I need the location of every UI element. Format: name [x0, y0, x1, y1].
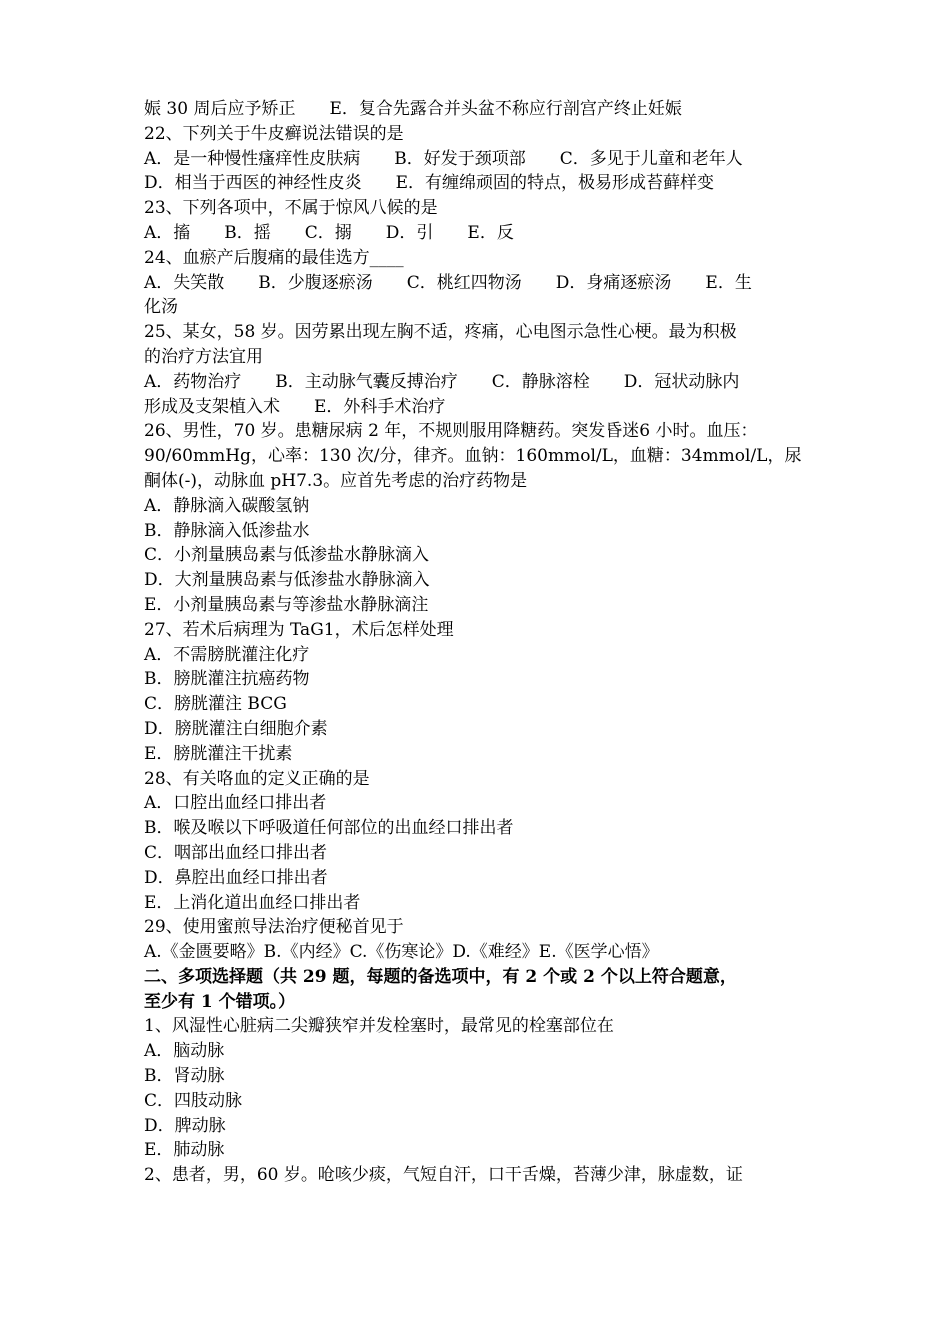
- question-m2: 2、患者，男，60 岁。呛咳少痰，气短自汗，口干舌燥，苔薄少津，脉虚数，证: [144, 1165, 743, 1186]
- option-28-a: A．口腔出血经口排出者: [144, 793, 327, 814]
- option-27-a: A．不需膀胱灌注化疗: [144, 644, 310, 665]
- options-22-d-e: D．相当于西医的神经性皮炎 E．有缠绵顽固的特点，极易形成苔藓样变: [144, 173, 715, 194]
- option-28-c: C．咽部出血经口排出者: [144, 842, 328, 863]
- question-25-cont: 的治疗方法宜用: [144, 346, 263, 367]
- document-page: [144, 97, 810, 1188]
- options-23: A．搐 B．摇 C．搦 D．引 E．反: [144, 222, 514, 243]
- option-28-b: B．喉及喉以下呼吸道任何部位的出血经口排出者: [144, 818, 514, 839]
- option-m1-c: C．四肢动脉: [144, 1090, 243, 1111]
- question-29: 29、使用蜜煎导法治疗便秘首见于: [144, 917, 404, 938]
- option-28-e: E．上消化道出血经口排出者: [144, 892, 361, 913]
- text-line: 娠 30 周后应予矫正 E．复合先露合并头盆不称应行剖宫产终止妊娠: [144, 99, 682, 119]
- question-28: 28、有关咯血的定义正确的是: [144, 768, 370, 789]
- option-26-c: C．小剂量胰岛素与低渗盐水静脉滴入: [144, 545, 430, 566]
- question-26-cont: 90/60mmHg，心率：130 次/分，律齐。血钠：160mmol/L，血糖：34mmol/L，尿: [144, 446, 802, 467]
- section-heading-cont: 至少有 1 个错项。）: [144, 991, 296, 1012]
- options-25-cont: 形成及支架植入术 E．外科手术治疗: [144, 396, 446, 417]
- option-27-b: B．膀胱灌注抗癌药物: [144, 669, 310, 690]
- option-m1-a: A．脑动脉: [144, 1041, 225, 1062]
- question-22: 22、下列关于牛皮癣说法错误的是: [144, 123, 404, 144]
- option-26-a: A．静脉滴入碳酸氢钠: [144, 495, 310, 516]
- options-24: A．失笑散 B．少腹逐瘀汤 C．桃红四物汤 D．身痛逐瘀汤 E．生: [144, 272, 752, 293]
- option-27-e: E．膀胱灌注干扰素: [144, 743, 293, 764]
- question-27: 27、若术后病理为 TaG1，术后怎样处理: [144, 619, 454, 640]
- options-29: A.《金匮要略》B.《内经》C.《伤寒论》D.《难经》E.《医学心悟》: [144, 942, 659, 963]
- option-26-b: B．静脉滴入低渗盐水: [144, 520, 310, 541]
- option-26-e: E．小剂量胰岛素与等渗盐水静脉滴注: [144, 594, 429, 615]
- question-25: 25、某女，58 岁。因劳累出现左胸不适，疼痛，心电图示急性心梗。最为积极: [144, 322, 737, 343]
- section-heading: 二、多项选择题（共 29 题，每题的备选项中，有 2 个或 2 个以上符合题意，: [144, 966, 737, 987]
- option-m1-b: B．肾动脉: [144, 1066, 225, 1087]
- option-m1-d: D．脾动脉: [144, 1115, 226, 1136]
- question-26-cont: 酮体(-)，动脉血 pH7.3。应首先考虑的治疗药物是: [144, 470, 528, 491]
- question-23: 23、下列各项中，不属于惊风八候的是: [144, 198, 438, 219]
- option-27-d: D．膀胱灌注白细胞介素: [144, 718, 328, 739]
- question-24: 24、血瘀产后腹痛的最佳选方____: [144, 247, 404, 268]
- option-m1-e: E．肺动脉: [144, 1140, 225, 1161]
- question-m1: 1、风湿性心脏病二尖瓣狭窄并发栓塞时，最常见的栓塞部位在: [144, 1016, 614, 1037]
- option-28-d: D．鼻腔出血经口排出者: [144, 867, 328, 888]
- option-26-d: D．大剂量胰岛素与低渗盐水静脉滴入: [144, 570, 430, 591]
- option-27-c: C．膀胱灌注 BCG: [144, 694, 287, 715]
- options-24-cont: 化汤: [144, 297, 178, 318]
- options-22-a-c: A．是一种慢性瘙痒性皮肤病 B．好发于颈项部 C．多见于儿童和老年人: [144, 148, 743, 169]
- question-26: 26、男性，70 岁。患糖尿病 2 年，不规则服用降糖药。突发昏迷6 小时。血压：: [144, 421, 758, 442]
- options-25: A．药物治疗 B．主动脉气囊反搏治疗 C．静脉溶栓 D．冠状动脉内: [144, 371, 740, 392]
